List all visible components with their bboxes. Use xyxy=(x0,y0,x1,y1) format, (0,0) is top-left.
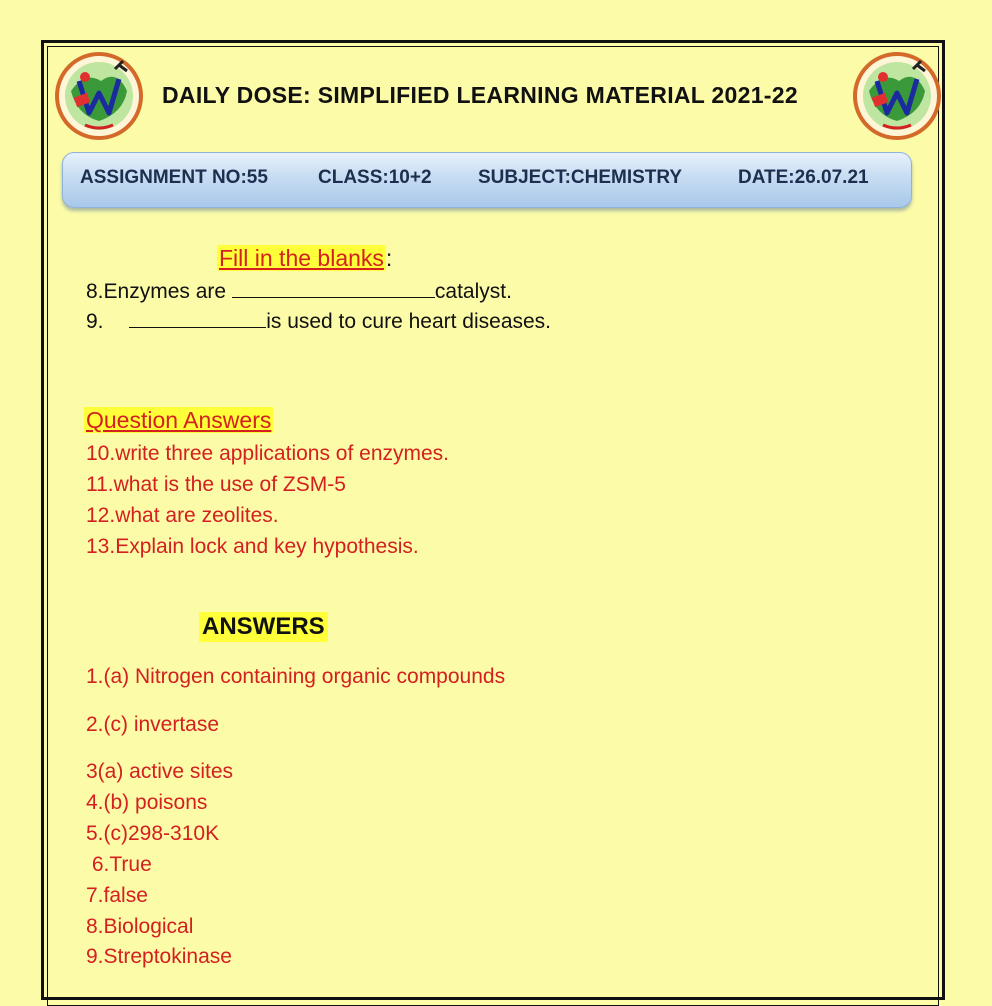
answer-item: 6.True xyxy=(86,853,152,876)
date-label: DATE:26.07.21 xyxy=(738,167,869,188)
document-title: DAILY DOSE: SIMPLIFIED LEARNING MATERIAL 2021-22 xyxy=(162,82,798,108)
qa-item: 13.Explain lock and key hypothesis. xyxy=(86,535,419,558)
q9-blank xyxy=(129,311,266,328)
answer-item: 7.false xyxy=(86,884,148,907)
q8-suffix: catalyst. xyxy=(434,280,512,303)
fill-blanks-heading: Fill in the blanks xyxy=(219,245,384,271)
fill-blanks-heading-row xyxy=(217,246,392,270)
q9-prefix: 9. xyxy=(86,310,116,333)
q8-prefix: 8.Enzymes are xyxy=(86,280,232,303)
answer-item: 2.(c) invertase xyxy=(86,713,220,736)
assignment-number: ASSIGNMENT NO:55 xyxy=(80,167,268,188)
question-8 xyxy=(86,280,512,304)
subject-label: SUBJECT:CHEMISTRY xyxy=(478,167,683,188)
answer-item: 4.(b) poisons xyxy=(86,791,208,814)
question-9 xyxy=(86,310,551,334)
q9-suffix: is used to cure heart diseases. xyxy=(266,310,552,333)
q8-blank xyxy=(232,281,435,298)
answers-heading: ANSWERS xyxy=(199,612,328,642)
assignment-banner xyxy=(62,152,912,208)
qa-item: 10.write three applications of enzymes. xyxy=(86,442,450,465)
fill-blanks-colon: : xyxy=(385,245,393,271)
answer-item: 5.(c)298-310K xyxy=(86,822,220,845)
qa-item: 11.what is the use of ZSM-5 xyxy=(86,473,346,496)
answer-item: 9.Streptokinase xyxy=(86,945,232,968)
qa-item: 12.what are zeolites. xyxy=(86,504,279,527)
class-label: CLASS:10+2 xyxy=(318,167,432,188)
school-logo-left xyxy=(55,51,143,141)
question-answers-heading: Question Answers xyxy=(86,407,272,433)
school-logo-right xyxy=(853,51,941,141)
answer-item: 8.Biological xyxy=(86,915,194,938)
question-answers-heading-row xyxy=(84,408,273,432)
answer-item: 1.(a) Nitrogen containing organic compounds xyxy=(86,665,506,688)
answer-item: 3(a) active sites xyxy=(86,760,234,783)
